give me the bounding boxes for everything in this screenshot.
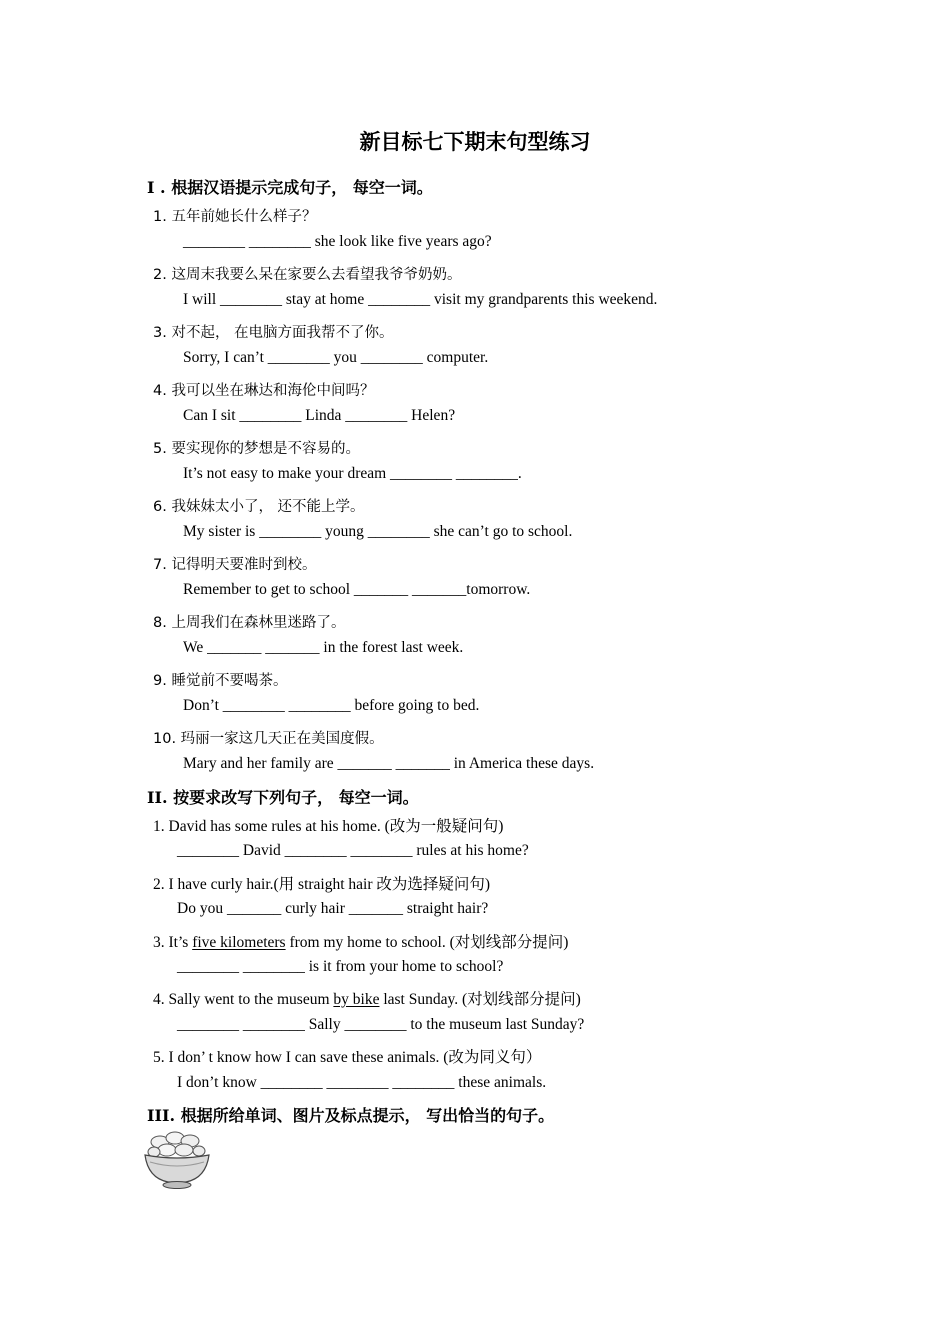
- s2-answer-5: I don’t know ________ ________ ________ these animals.: [177, 1074, 547, 1091]
- s2-question-5: 5. I don’ t know how I can save these animals. (改为同义句）: [153, 1049, 542, 1066]
- s1-answer-10: Mary and her family are _______ _______ in America these days.: [183, 755, 595, 772]
- s2-answer-3: ________ ________ is it from your home to school?: [177, 958, 504, 975]
- s2-q3-pre: 3. It’s: [153, 934, 193, 951]
- s2-answer-1: ________ David ________ ________ rules at his home?: [177, 842, 529, 859]
- s2-question-2: 2. I have curly hair.(用 straight hair 改为选择疑问句): [153, 876, 491, 893]
- s2-question-1: 1. David has some rules at his home. (改为一般疑问句): [153, 818, 504, 835]
- s1-answer-8: We _______ _______ in the forest last week.: [183, 639, 464, 656]
- s2-question-4: [153, 987, 581, 1009]
- s1-answer-2: I will ________ stay at home ________ visit my grandparents this weekend.: [183, 291, 658, 308]
- s2-q4-pre: 4. Sally went to the museum: [153, 991, 334, 1008]
- s2-q3-underlined: five kilometers: [192, 934, 286, 951]
- dumpling-bowl-icon: [142, 1128, 212, 1190]
- s1-question-3: 3. 对不起， 在电脑方面我帮不了你。: [153, 325, 394, 341]
- s1-answer-3: Sorry, I can’t ________ you ________ computer.: [183, 349, 489, 366]
- section-2-heading: II. 按要求改写下列句子， 每空一词。: [147, 788, 419, 807]
- s1-question-8: 8. 上周我们在森林里迷路了。: [153, 615, 346, 631]
- s1-question-10: 10. 玛丽一家这几天正在美国度假。: [153, 731, 384, 747]
- s2-q4-underlined: by bike: [333, 991, 380, 1008]
- section-1-heading: I . 根据汉语提示完成句子， 每空一词。: [147, 178, 433, 197]
- s1-question-5: 5. 要实现你的梦想是不容易的。: [153, 441, 360, 457]
- s1-answer-4: Can I sit ________ Linda ________ Helen?: [183, 407, 456, 424]
- s1-question-1: 1. 五年前她长什么样子？: [153, 209, 317, 225]
- s1-answer-7: Remember to get to school _______ _______tomorrow.: [183, 581, 531, 598]
- s1-question-7: 7. 记得明天要准时到校。: [153, 557, 317, 573]
- s1-answer-9: Don’t ________ ________ before going to bed.: [183, 697, 480, 714]
- s2-question-3: [153, 930, 568, 952]
- s2-q3-post: from my home to school. (对划线部分提问): [285, 934, 569, 951]
- s1-question-2: 2. 这周末我要么呆在家要么去看望我爷爷奶奶。: [153, 267, 462, 283]
- s1-answer-1: ________ ________ she look like five years ago?: [183, 233, 492, 250]
- s2-answer-2: Do you _______ curly hair _______ straight hair?: [177, 900, 489, 917]
- section-3-heading: III. 根据所给单词、图片及标点提示， 写出恰当的句子。: [147, 1106, 555, 1125]
- s1-question-6: 6. 我妹妹太小了， 还不能上学。: [153, 499, 365, 515]
- s2-q4-post: last Sunday. (对划线部分提问): [379, 991, 581, 1008]
- s1-answer-5: It’s not easy to make your dream ________ ________.: [183, 465, 522, 482]
- s1-answer-6: My sister is ________ young ________ she can’t go to school.: [183, 523, 573, 540]
- s2-answer-4: ________ ________ Sally ________ to the museum last Sunday?: [177, 1016, 585, 1033]
- s1-question-4: 4. 我可以坐在琳达和海伦中间吗？: [153, 383, 375, 399]
- page-title: 新目标七下期末句型练习: [359, 129, 591, 154]
- s1-question-9: 9. 睡觉前不要喝茶。: [153, 673, 288, 689]
